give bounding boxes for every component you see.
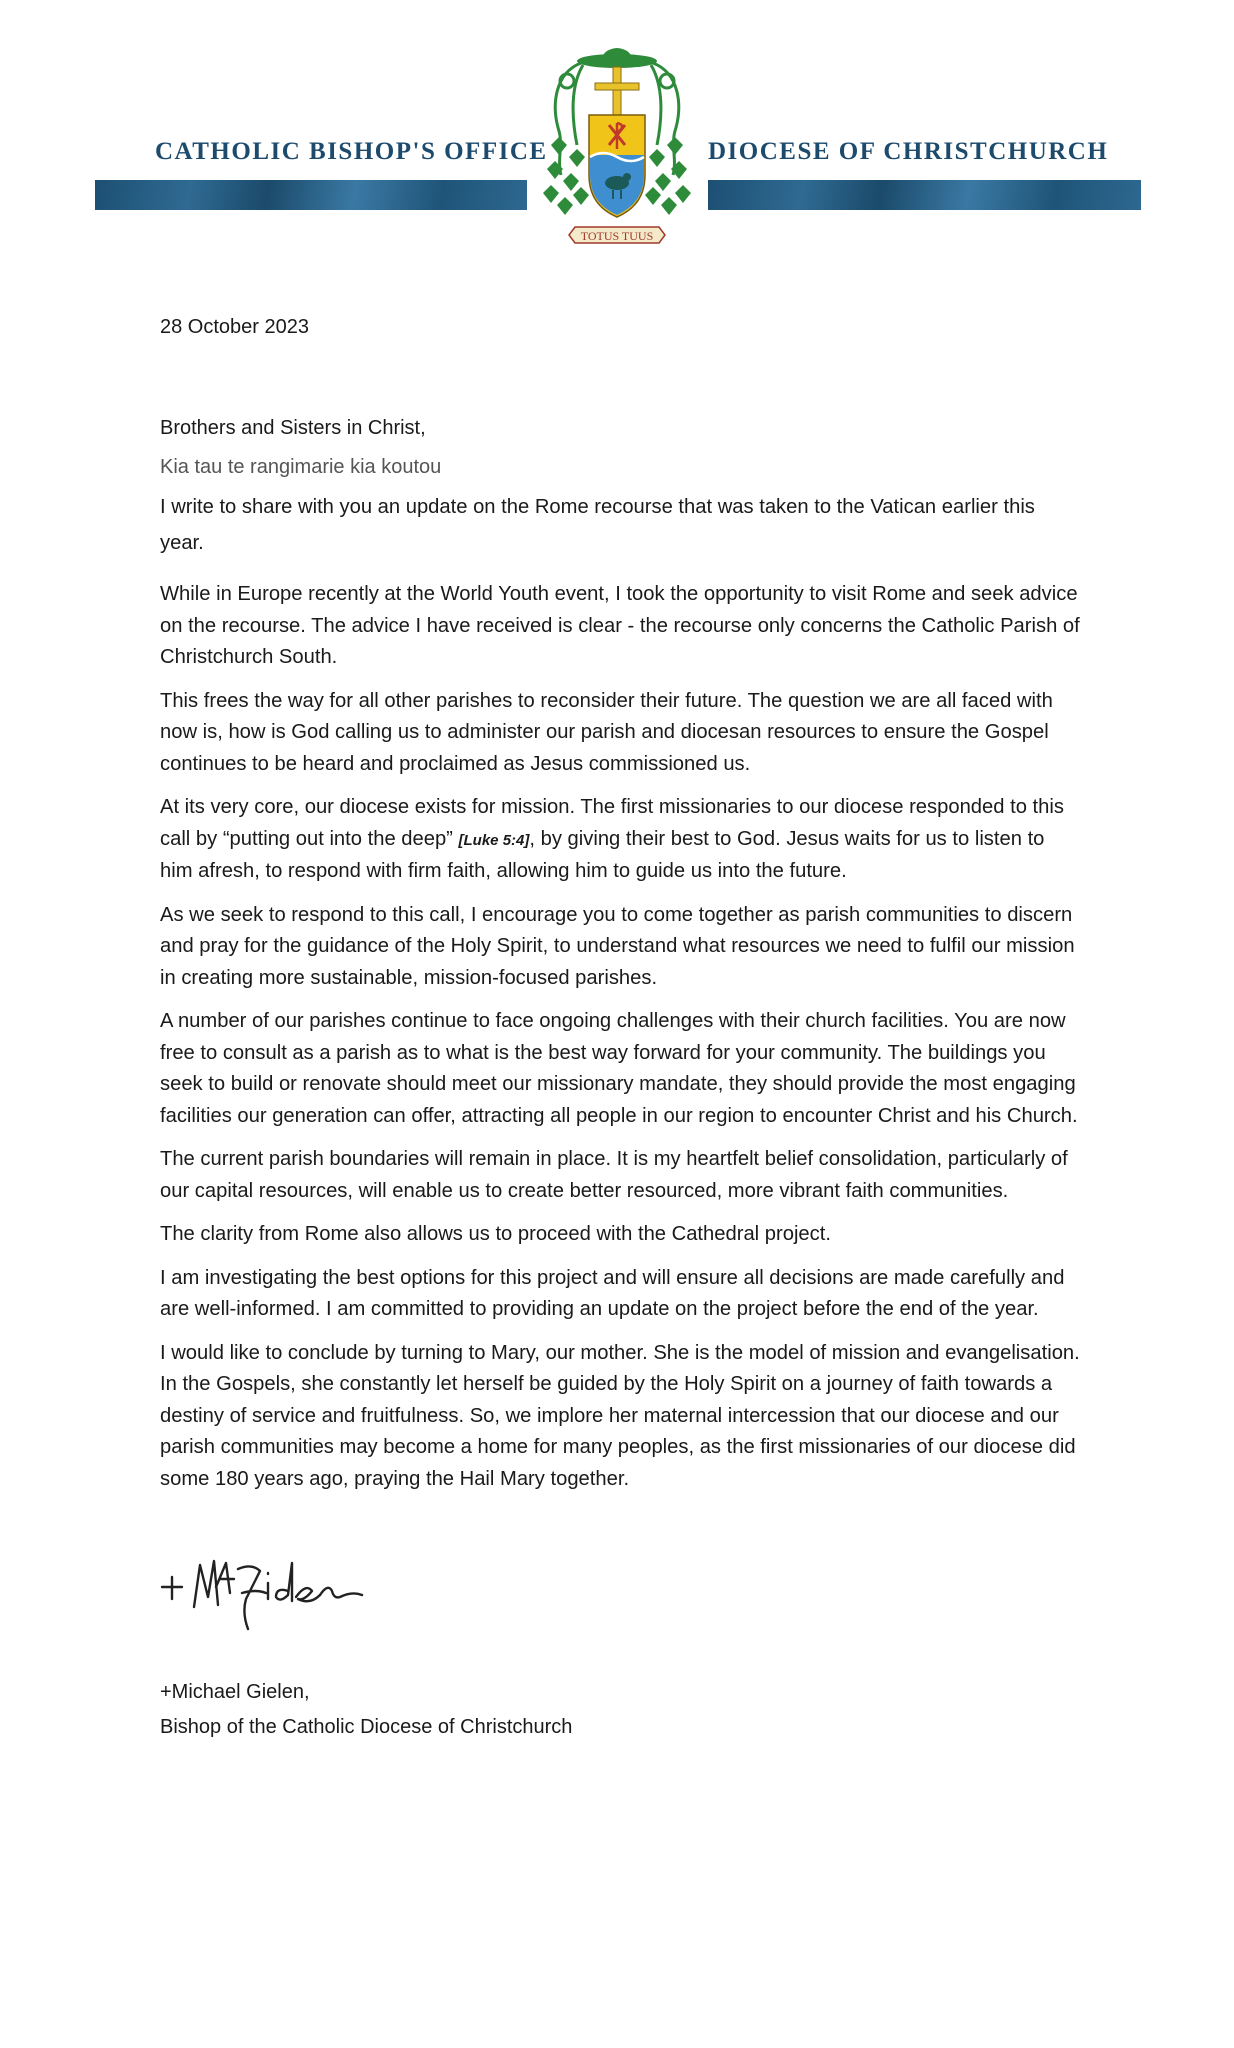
paragraph-cathedral: The clarity from Rome also allows us to proceed with the Cathedral project. (160, 1223, 831, 1245)
paragraph-church-facilities: A number of our parishes continue to face ongoing challenges with their church facilities. You are now free to consult as a parish as to what is the best way forward for your community. The buildings you seek to build or renovate should meet our missionary mandate, they should provide the most engaging facilities our generation can offer, attracting all people in our region to encounter Christ and his Church. (160, 1010, 1078, 1127)
diocese-title: DIOCESE OF CHRISTCHURCH (708, 138, 1109, 165)
greeting: Brothers and Sisters in Christ, (160, 417, 426, 439)
letter-date: 28 October 2023 (160, 316, 309, 338)
paragraph-mission-text: At its very core, our diocese exists for mission. The first missionaries to our diocese responded to this call by “putting out into the deep” (160, 796, 1064, 850)
paragraph-mission (160, 792, 1080, 888)
crest-motto: TOTUS TUUS (580, 229, 654, 243)
signatory-title: Bishop of the Catholic Diocese of Christchurch (160, 1716, 573, 1738)
paragraph-parishes-future: This frees the way for all other parishes to reconsider their future. The question we are all faced with now is, how is God calling us to administer our parish and diocesan resources to ensure the Gospel continues to be heard and proclaimed as Jesus commissioned us. (160, 689, 1053, 775)
letter-body (160, 316, 1080, 1739)
scripture-citation: [Luke 5:4] (458, 831, 530, 849)
paragraph-recourse-update: I write to share with you an update on the Rome recourse that was taken to the Vatican earlier this year. (160, 496, 1035, 554)
coat-of-arms-icon (537, 45, 697, 265)
maori-greeting: Kia tau te rangimarie kia koutou (160, 456, 442, 478)
paragraph-mission-text-end: , by giving their best to God. Jesus waits for us to listen to him afresh, to respond with firm faith, allowing him to guide us into the future. (160, 827, 1045, 882)
signatory-name: +Michael Gielen, (160, 1681, 310, 1703)
paragraph-discernment: As we seek to respond to this call, I encourage you to come together as parish communities to discern and pray for the guidance of the Holy Spirit, to understand what resources we need to fulfil our mission in creating more sustainable, mission-focused parishes. (160, 903, 1075, 989)
paragraph-parish-boundaries: The current parish boundaries will remain in place. It is my heartfelt belief consolidation, particularly of our capital resources, will enable us to create better resourced, more vibrant faith communities. (160, 1148, 1068, 1202)
office-title: CATHOLIC BISHOP'S OFFICE (155, 138, 548, 165)
paragraph-investigation: I am investigating the best options for this project and will ensure all decisions are made carefully and are well-informed. I am committed to providing an update on the project before the end of the year. (160, 1266, 1065, 1320)
letterhead-band-right (708, 180, 1141, 210)
letterhead-band-left (95, 180, 527, 210)
paragraph-rome-advice: While in Europe recently at the World Youth event, I took the opportunity to visit Rome and seek advice on the recourse. The advice I have received is clear - the recourse only concerns the Catholic Parish of Christchurch South. (160, 583, 1080, 668)
letterhead (0, 0, 1234, 270)
handwritten-signature (156, 1547, 376, 1637)
paragraph-conclusion-mary: I would like to conclude by turning to Mary, our mother. She is the model of mission and evangelisation. In the Gospels, she constantly let herself be guided by the Holy Spirit on a journey of faith towards a destiny of service and fruitfulness. So, we implore her maternal intercession that our diocese and our parish communities may become a home for many peoples, as the first missionaries of our diocese did some 180 years ago, praying the Hail Mary together. (160, 1341, 1080, 1490)
